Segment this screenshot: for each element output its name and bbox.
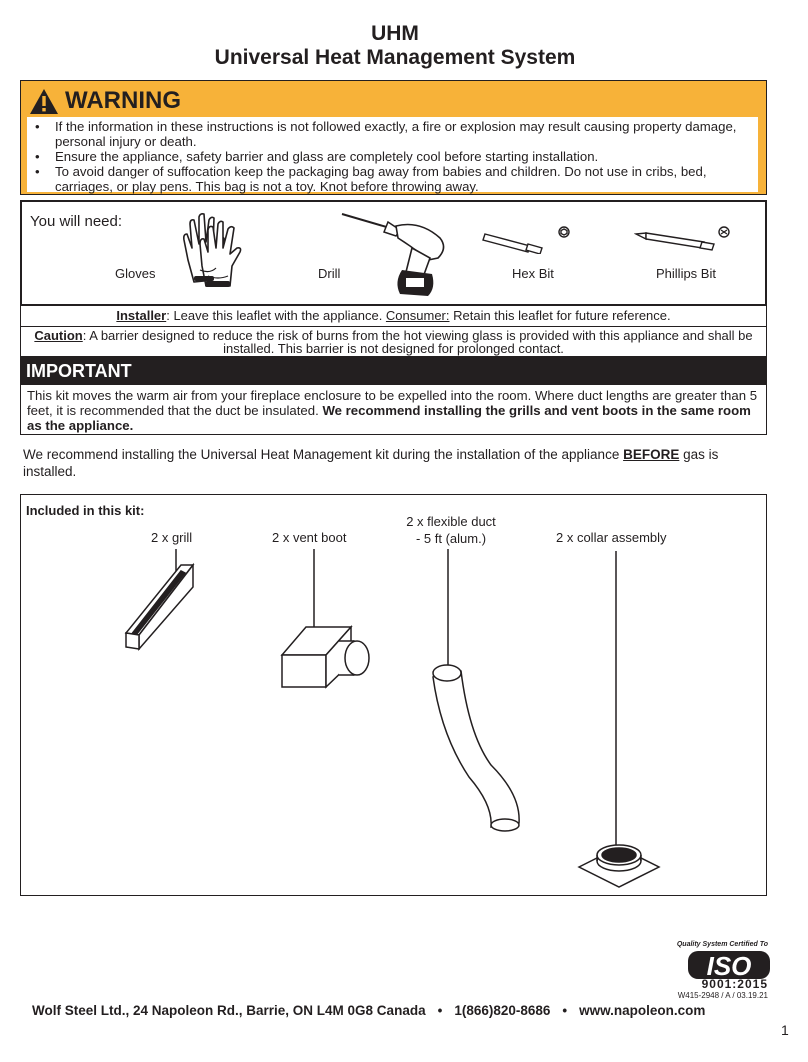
footer-separator: • bbox=[562, 1003, 568, 1018]
hex-bit-icon bbox=[482, 224, 572, 254]
recommend-after: gas is installed. bbox=[23, 447, 719, 479]
installer-note bbox=[20, 306, 767, 327]
warning-item: • To avoid danger of suffocation keep the packaging bag away from babies and children. Do not use in cribs, bed, carriages, or play pens. This bag is not a toy. Knot before throwing away. bbox=[55, 164, 758, 194]
page-number: 1 bbox=[781, 1022, 789, 1038]
tools-needed-label: You will need: bbox=[30, 213, 123, 230]
footer-website[interactable]: www.napoleon.com bbox=[579, 1003, 706, 1018]
warning-list-box bbox=[27, 117, 758, 192]
gloves-icon bbox=[180, 210, 246, 290]
recommendation-text bbox=[23, 446, 743, 480]
title-product: Universal Heat Management System bbox=[214, 46, 576, 69]
footer-phone: 1(866)820-8686 bbox=[454, 1003, 551, 1018]
caution-note bbox=[20, 327, 767, 357]
important-body bbox=[20, 385, 767, 435]
important-bold-text: We recommend installing the grills and vent boots in the same room as the appliance. bbox=[27, 403, 751, 433]
collar-assembly-icon bbox=[579, 845, 659, 887]
warning-box bbox=[20, 80, 767, 195]
title-model: UHM bbox=[371, 22, 419, 45]
important-heading: IMPORTANT bbox=[20, 357, 767, 385]
grill-icon bbox=[126, 565, 193, 649]
caution-text: : A barrier designed to reduce the risk of burns from the hot viewing glass is provided with this appliance and shall be installed. This barrier is not designed for prolonged contact. bbox=[82, 328, 753, 356]
leader-lines bbox=[176, 549, 616, 850]
iso-logo-icon bbox=[688, 950, 770, 980]
footer-separator: • bbox=[437, 1003, 443, 1018]
tool-label-gloves: Gloves bbox=[115, 266, 156, 281]
installer-label: Installer bbox=[116, 308, 167, 323]
consumer-label: Consumer: bbox=[385, 308, 450, 323]
vent-boot-icon bbox=[282, 627, 369, 687]
iso-standard-number: 9001:2015 bbox=[701, 977, 768, 991]
recommend-before: We recommend installing the Universal Heat Management kit during the installation of the appliance bbox=[23, 447, 624, 462]
flexible-duct-icon bbox=[433, 665, 519, 831]
kit-label-vent-boot: 2 x vent boot bbox=[272, 530, 347, 545]
document-code: W415-2948 / A / 03.19.21 bbox=[677, 991, 768, 1000]
iso-certified-tag: Quality System Certified To bbox=[676, 941, 768, 948]
iso-logo-text: ISO bbox=[706, 951, 752, 980]
recommend-emphasis: BEFORE bbox=[623, 447, 680, 462]
tool-label-drill: Drill bbox=[318, 266, 341, 281]
kit-title: Included in this kit: bbox=[26, 503, 145, 518]
warning-heading: WARNING bbox=[65, 87, 181, 114]
warning-item: • Ensure the appliance, safety barrier and glass are completely cool before starting installation. bbox=[55, 149, 758, 164]
kit-illustration bbox=[21, 495, 766, 895]
installer-text: : Leave this leaflet with the appliance. bbox=[166, 308, 386, 323]
important-text: This kit moves the warm air from your fireplace enclosure to be expelled into the room. Where duct lengths are greater than 5 feet, it is recommended that the duct be insulated. bbox=[27, 388, 758, 418]
warning-item: • If the information in these instructions is not followed exactly, a fire or explosion may result causing property damage, personal injury or death. bbox=[55, 119, 758, 149]
consumer-text: Retain this leaflet for future reference. bbox=[449, 308, 671, 323]
drill-icon bbox=[340, 208, 466, 300]
kit-label-flexible-duct-line1: 2 x flexible duct bbox=[406, 514, 496, 529]
caution-label: Caution bbox=[34, 328, 83, 343]
kit-label-grill: 2 x grill bbox=[151, 530, 193, 545]
warning-triangle-icon bbox=[29, 88, 59, 115]
footer bbox=[32, 1003, 705, 1018]
tool-label-hex-bit: Hex Bit bbox=[512, 266, 554, 281]
kit-label-flexible-duct-line2: - 5 ft (alum.) bbox=[415, 531, 487, 546]
tools-needed-box bbox=[20, 200, 767, 306]
warning-header bbox=[29, 85, 181, 117]
warning-list bbox=[27, 117, 758, 194]
phillips-bit-icon bbox=[634, 224, 734, 256]
footer-address: Wolf Steel Ltd., 24 Napoleon Rd., Barrie, ON L4M 0G8 Canada bbox=[32, 1003, 426, 1018]
kit-label-collar-assembly: 2 x collar assembly bbox=[556, 530, 667, 545]
tool-label-phillips-bit: Phillips Bit bbox=[656, 266, 716, 281]
document-title bbox=[0, 22, 790, 70]
kit-contents-box bbox=[20, 494, 767, 896]
